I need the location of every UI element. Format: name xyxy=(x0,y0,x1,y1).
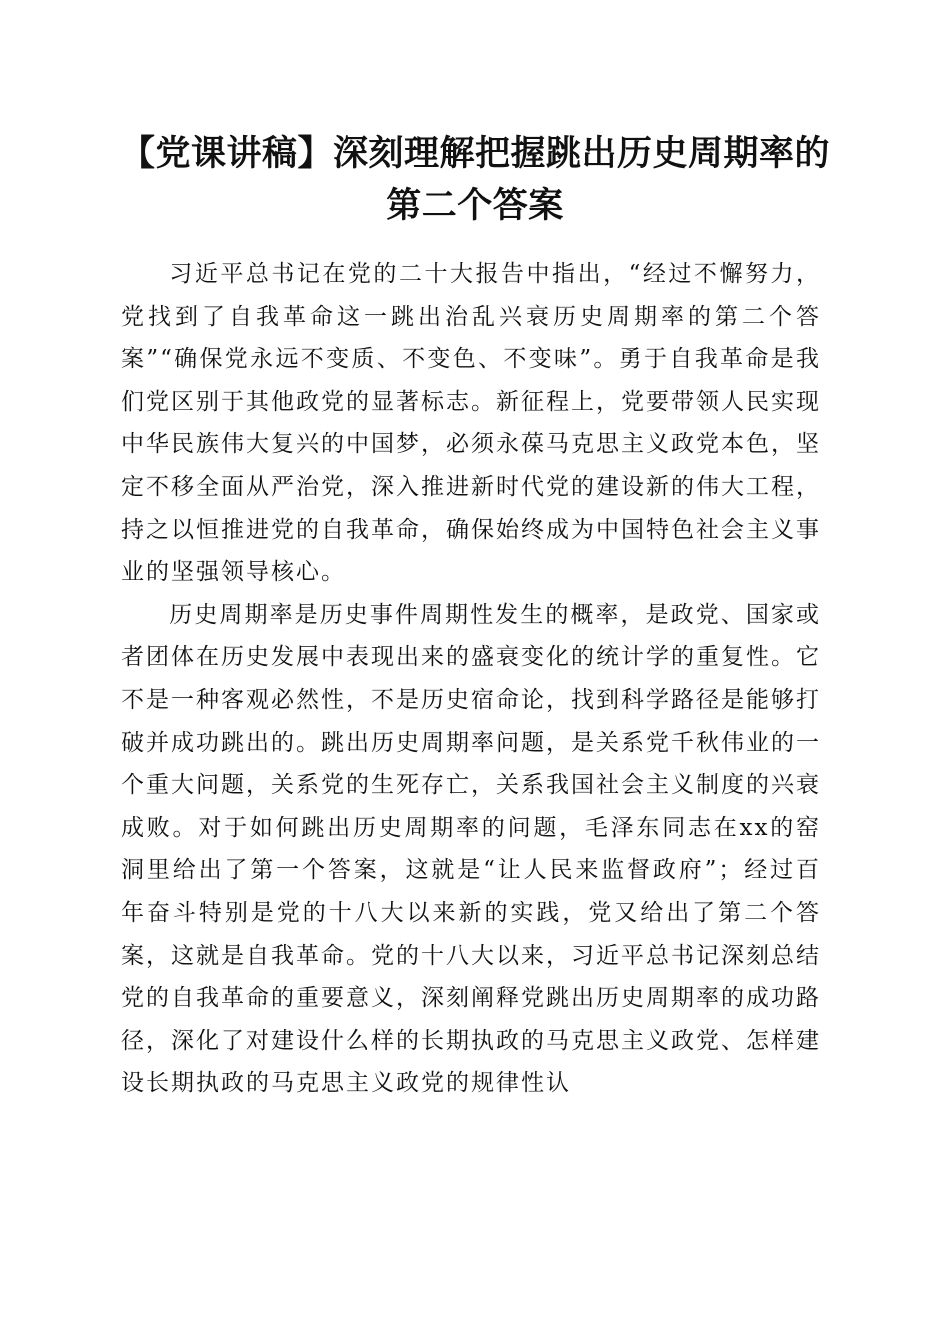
document-body xyxy=(121,253,821,1105)
paragraph-2: 历史周期率是历史事件周期性发生的概率，是政党、国家或者团体在历史发展中表现出来的盛衰变化的统计学的重复性。它不是一种客观必然性，不是历史宿命论，找到科学路径是能够打破并成功跳出的。跳出历史周期率问题，是关系党千秋伟业的一个重大问题，关系党的生死存亡，关系我国社会主义制度的兴衰成败。对于如何跳出历史周期率的问题，毛泽东同志在xx的窑洞里给出了第一个答案，这就是“让人民来监督政府”；经过百年奋斗特别是党的十八大以来新的实践，党又给出了第二个答案，这就是自我革命。党的十八大以来，习近平总书记深刻总结党的自我革命的重要意义，深刻阐释党跳出历史周期率的成功路径，深化了对建设什么样的长期执政的马克思主义政党、怎样建设长期执政的马克思主义政党的规律性认 xyxy=(121,601,821,1097)
title-line-2: 第二个答案 xyxy=(386,186,564,226)
title-line-1: 【党课讲稿】深刻理解把握跳出历史周期率的 xyxy=(119,134,830,174)
document-title xyxy=(100,128,850,232)
paragraph-1: 习近平总书记在党的二十大报告中指出，“经过不懈努力，党找到了自我革命这一跳出治乱兴衰历史周期率的第二个答案”“确保党永远不变质、不变色、不变味”。勇于自我革命是我们党区别于其他政党的显著标志。新征程上，党要带领人民实现中华民族伟大复兴的中国梦，必须永葆马克思主义政党本色，坚定不移全面从严治党，深入推进新时代党的建设新的伟大工程，持之以恒推进党的自我革命，确保始终成为中国特色社会主义事业的坚强领导核心。 xyxy=(121,261,821,586)
